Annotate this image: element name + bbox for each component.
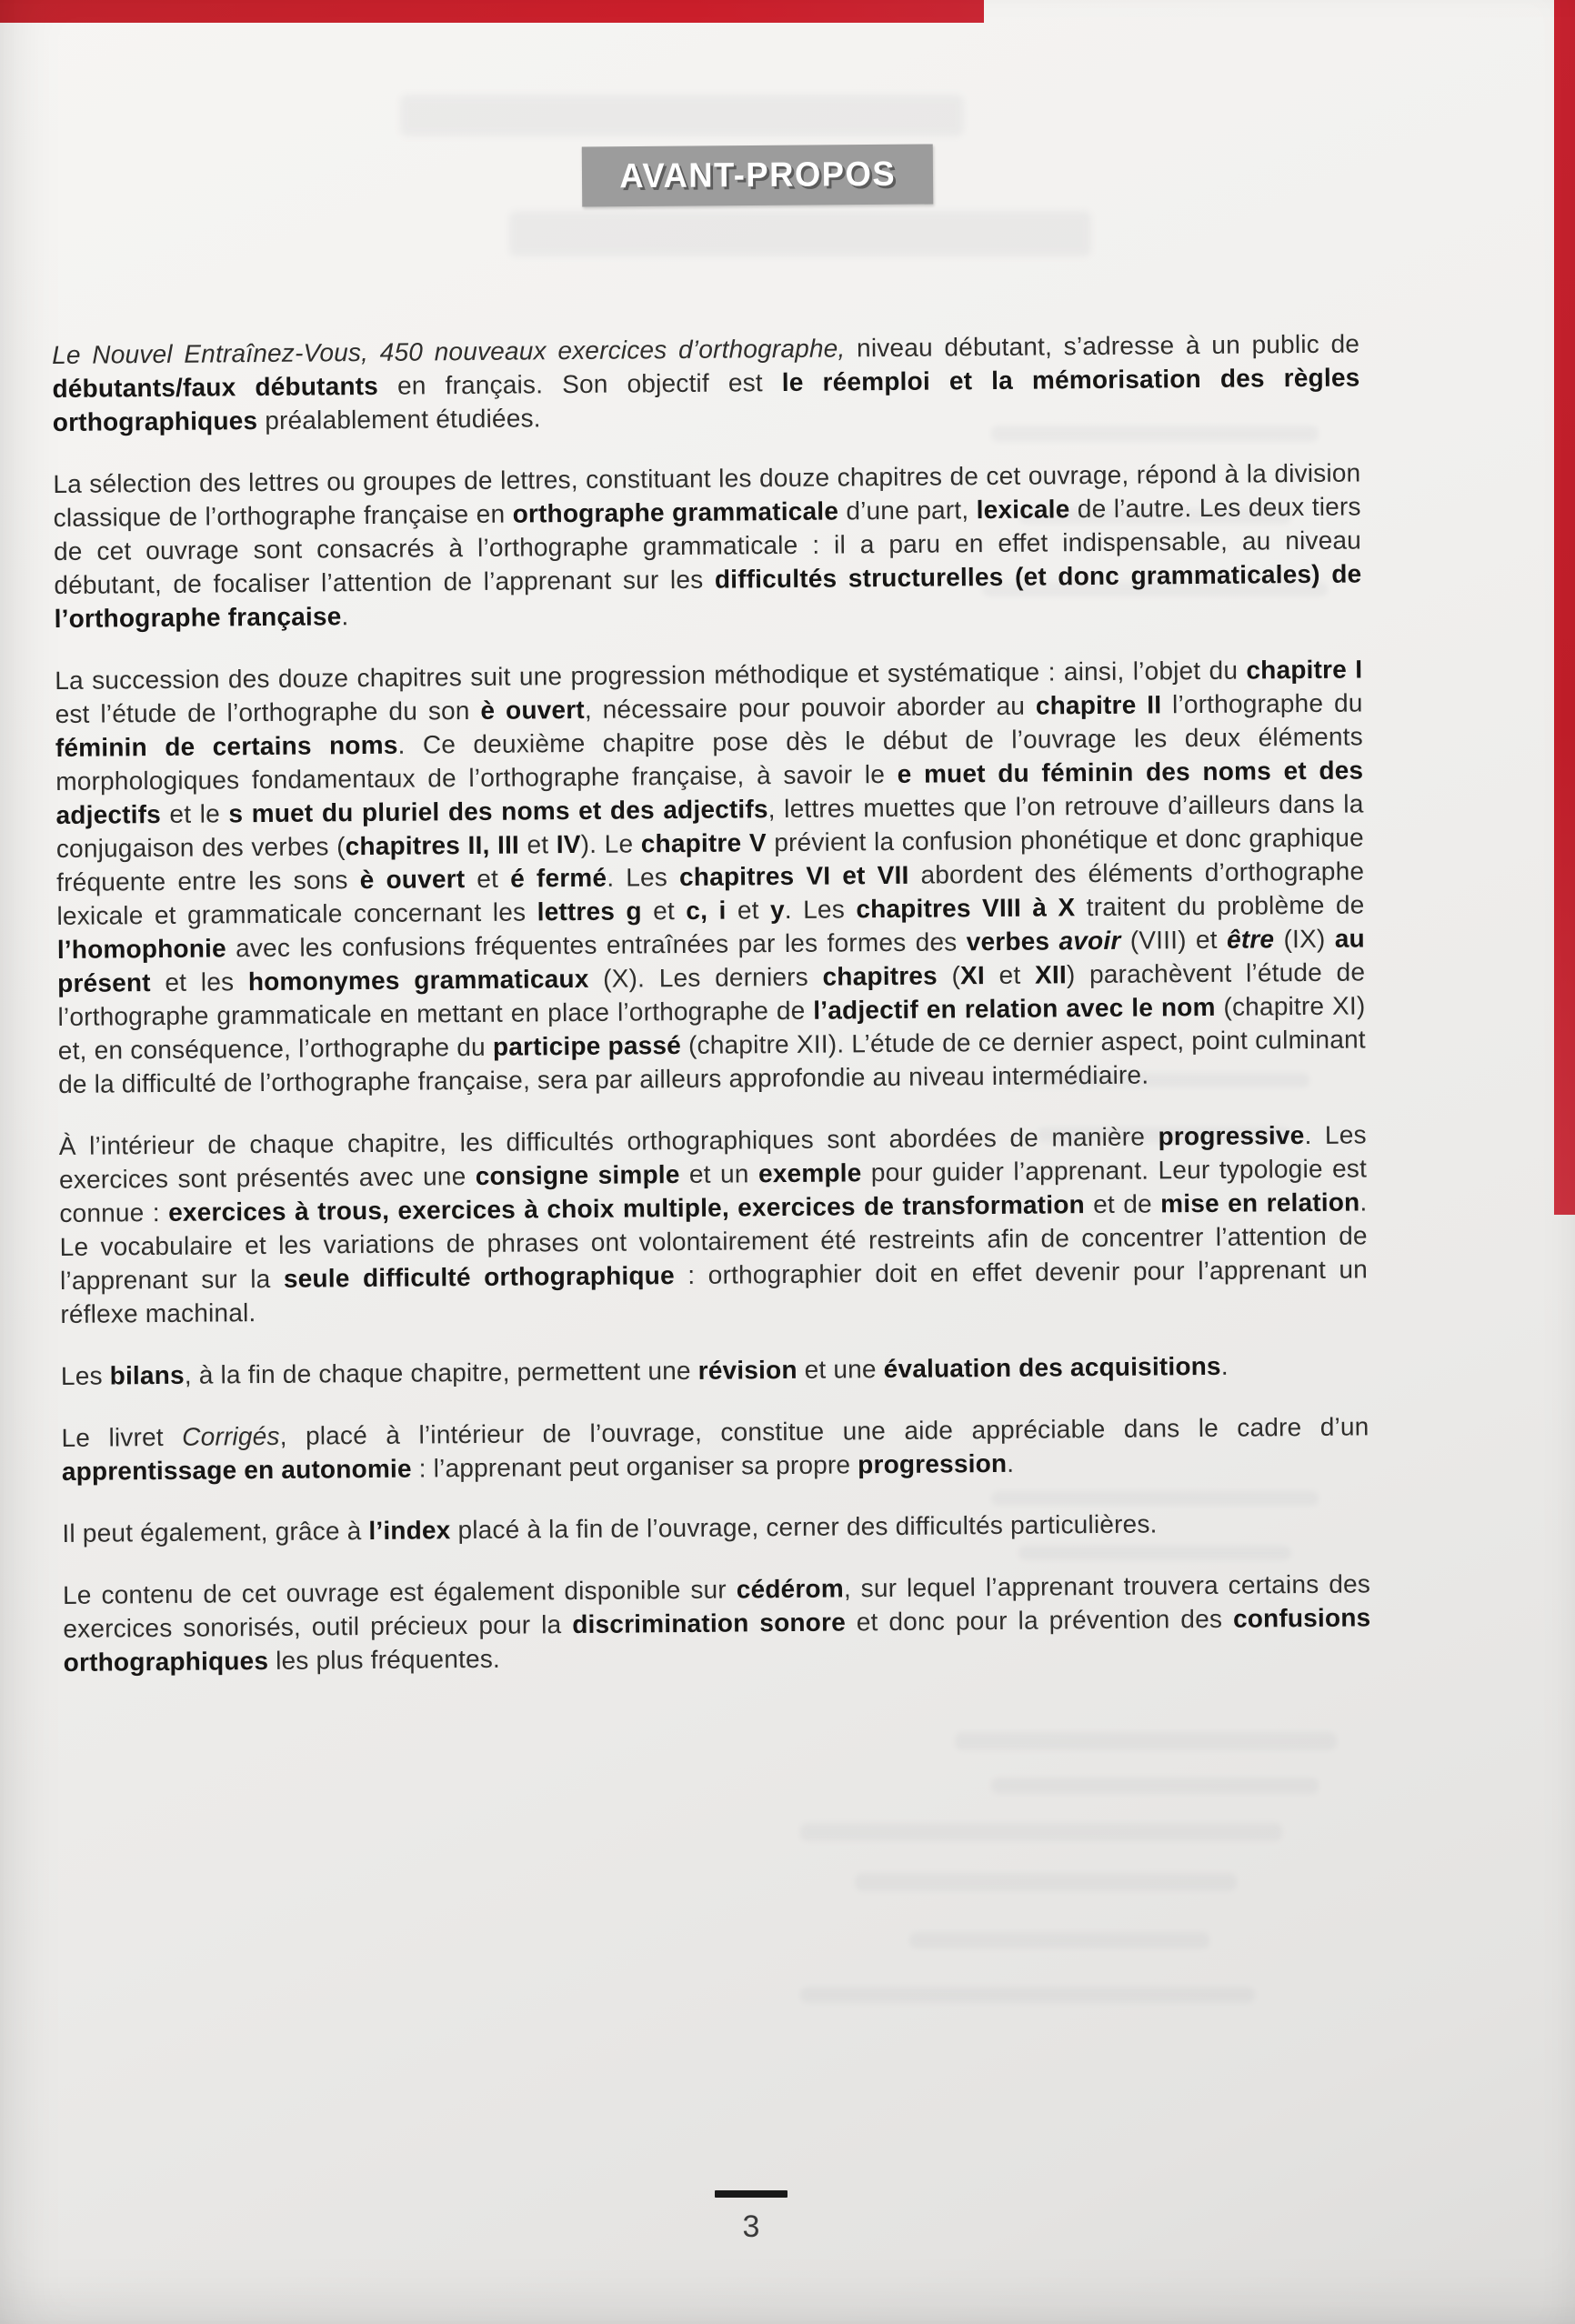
page-title: AVANT-PROPOS <box>618 155 897 195</box>
paragraph-bilans: Les bilans, à la fin de chaque chapitre, permettent une révision et une évaluation des acquisitions. <box>60 1351 1229 1390</box>
foreword-text <box>52 326 1371 1707</box>
paragraph-livret-corriges: Le livret Corrigés, placé à l’intérieur de l’ouvrage, constitue une aide appréciable dans le cadre d’un apprentissage en autonomie : l’apprenant peut organiser sa propre progression. <box>61 1412 1369 1486</box>
book-cover-edge-right <box>1554 0 1575 1215</box>
paragraph-progression: À l’intérieur de chaque chapitre, les difficultés orthographiques sont abordées de manière progressive. Les exercices sont présentés avec une consigne simple et un exemple pour guider l’apprenant. Leur typologie est connue : exercices à trous, exercices à choix multiple, exercices de transformation et de mise en relation. Le vocabulaire et les variations de phrases ont volontairement été restreints afin de concentrer l’attention de l’apprenant sur la seule difficulté orthographique : orthographier doit en effet devenir pour l’apprenant un réflexe machinal. <box>58 1120 1369 1328</box>
footer-rule <box>715 2190 788 2198</box>
paragraph-selection-des-lettres: La sélection des lettres ou groupes de lettres, constituant les douze chapitres de cet ouvrage, répond à la division classique de l’orthographe française en orthographe grammaticale d’une part, lexicale de l’autre. Les deux tiers de cet ouvrage sont consacrés à l’orthographe grammaticale : il a paru en effet indispensable, au niveau débutant, de focaliser l’attention de l’apprenant sur les difficultés structurelles (et donc grammaticales) de l’orthographe française. <box>53 458 1362 633</box>
paragraph-intro: Le Nouvel Entraînez-Vous, 450 nouveaux exercices d’orthographe, niveau débutant, s’adresse à un public de débutants/faux débutants en français. Son objectif est le réemploi et la mémorisation des règles orthographiques préalablement étudiées. <box>52 329 1360 436</box>
paragraph-succession-chapitres: La succession des douze chapitres suit une progression méthodique et systématique : ainsi, l’objet du chapitre I est l’étude de l’orthographe du son è ouvert, nécessaire pour pouvoir aborder au chapitre II l’orthographe du féminin de certains noms. Ce deuxième chapitre pose dès le début de l’ouvrage les deux éléments morphologiques fondamentaux de l’orthographe française, à savoir le e muet du féminin des noms et des adjectifs et le s muet du pluriel des noms et des adjectifs, lettres muettes que l’on retrouve d’ailleurs dans la conjugaison des verbes (chapitres II, III et IV). Le chapitre V prévient la confusion phonétique et donc graphique fréquente entre les sons è ouvert et é fermé. Les chapitres VI et VII abordent des éléments d’orthographe lexicale et grammaticale concernant les lettres g et c, i et y. Les chapitres VIII à X traitent du problème de l’homophonie avec les confusions fréquentes entraînées par les formes des verbes avoir (VIII) et être (IX) au présent et les homonymes grammaticaux (X). Les derniers chapitres (XI et XII) parachèvent l’étude de l’orthographe grammaticale en mettant en place l’orthographe de l’adjectif en relation avec le nom (chapitre XI) et, en conséquence, l’orthographe du participe passé (chapitre XII). L’étude de ce dernier aspect, point culminant de la difficulté de l’orthographe française, sera par ailleurs approfondie au niveau intermédiaire. <box>55 655 1366 1098</box>
avant-propos-heading <box>582 144 934 206</box>
paragraph-cederom: Le contenu de cet ouvrage est également disponible sur cédérom, sur lequel l’apprenant trouvera certains des exercices sonorisés, outil précieux pour la discrimination sonore et donc pour la prévention des confusions orthographiques les plus fréquentes. <box>62 1569 1371 1677</box>
page-number: 3 <box>742 2209 760 2244</box>
book-cover-edge-top <box>0 0 984 23</box>
paragraph-index: Il peut également, grâce à l’index placé à la fin de l’ouvrage, cerner des difficultés particulières. <box>62 1509 1158 1548</box>
